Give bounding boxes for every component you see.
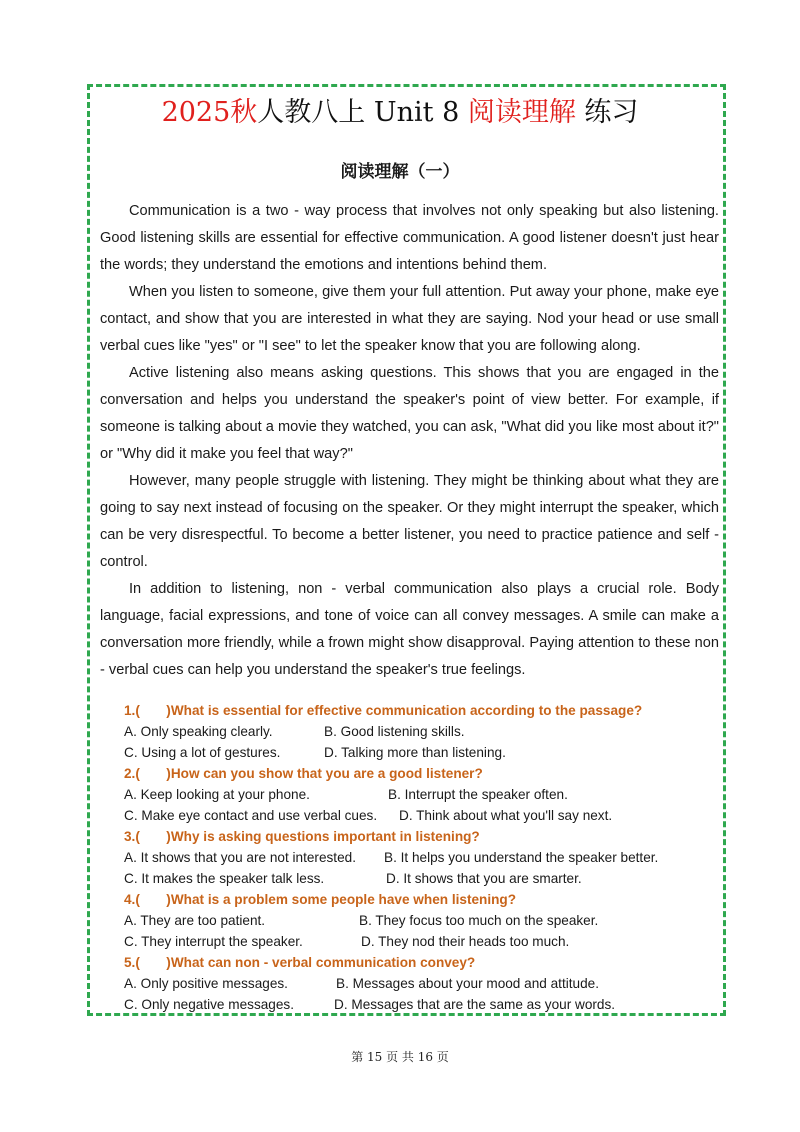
option-row [124,805,724,826]
option-d: D. Talking more than listening. [324,745,506,760]
option-row [124,742,724,763]
option-a: A. Only positive messages. [124,976,288,991]
question-stem: 2.( )How can you show that you are a good listener? [124,766,483,781]
option-c: C. Make eye contact and use verbal cues. [124,808,378,823]
section-subtitle: 阅读理解（一） [340,162,460,182]
question-item [124,952,724,1015]
option-a: A. It shows that you are not interested. [124,850,356,865]
title-topic: 阅读理解 [467,97,576,128]
option-c: C. It makes the speaker talk less. [124,871,325,886]
option-row [124,994,724,1015]
option-row [124,847,724,868]
option-b: B. They focus too much on the speaker. [359,913,599,928]
title-year-season: 2025秋 [161,97,258,128]
passage-paragraph: When you listen to someone, give them your full attention. Put away your phone, make eye contact, and show that you are interested in what they are saying. Nod your head or use small verbal cues like "yes" or "I see" to let the speaker know that you are following along. [100,284,719,354]
option-row [124,973,724,994]
question-item [124,826,724,889]
question-stem: 4.( )What is a problem some people have when listening? [124,892,517,907]
passage-paragraph: Communication is a two - way process that involves not only speaking but also listening. Good listening skills are essential for effective communication. A good listener doesn't just hear the words; they understand the emotions and intentions behind them. [100,203,719,273]
title-suffix: 练习 [575,97,639,128]
option-row [124,868,724,889]
option-c: C. Using a lot of gestures. [124,745,281,760]
page-title [0,95,800,131]
passage-paragraph: In addition to listening, non - verbal communication also plays a crucial role. Body language, facial expressions, and tone of voice can all convey messages. A smile can make a conversation more friendly, while a frown might show disapproval. Paying attention to these non - verbal cues can help you understand the speaker's true feelings. [100,581,719,678]
option-c: C. Only negative messages. [124,997,295,1012]
passage-paragraph: Active listening also means asking questions. This shows that you are engaged in the conversation and helps you understand the speaker's point of view better. For example, if someone is talking about a movie they watched, you can ask, "What did you like most about it?" or "Why did it make you feel that way?" [100,365,719,462]
option-d: D. They nod their heads too much. [361,934,570,949]
question-stem: 1.( )What is essential for effective communication according to the passage? [124,703,643,718]
option-b: B. Messages about your mood and attitude. [336,976,599,991]
option-a: A. They are too patient. [124,913,266,928]
passage-paragraph: However, many people struggle with listening. They might be thinking about what they are going to say next instead of focusing on the speaker. Or they might interrupt the speaker, which can be very disrespectful. To become a better listener, you need to practice patience and self - control. [100,473,719,570]
option-b: B. Good listening skills. [324,724,465,739]
question-list [124,700,724,1015]
title-course: 人教八上 Unit 8 [257,97,468,128]
option-row [124,784,724,805]
question-stem: 5.( )What can non - verbal communication convey? [124,955,476,970]
question-item [124,700,724,763]
option-row [124,931,724,952]
question-item [124,763,724,826]
option-b: B. Interrupt the speaker often. [388,787,568,802]
option-c: C. They interrupt the speaker. [124,934,303,949]
option-d: D. Think about what you'll say next. [399,808,613,823]
option-row [124,721,724,742]
option-d: D. It shows that you are smarter. [386,871,582,886]
option-b: B. It helps you understand the speaker better. [384,850,659,865]
option-a: A. Keep looking at your phone. [124,787,310,802]
page-number-footer: 第 15 页 共 16 页 [351,1050,449,1064]
question-item [124,889,724,952]
question-stem: 3.( )Why is asking questions important in listening? [124,829,480,844]
option-d: D. Messages that are the same as your words. [334,997,616,1012]
reading-passage [100,198,719,684]
option-a: A. Only speaking clearly. [124,724,273,739]
option-row [124,910,724,931]
